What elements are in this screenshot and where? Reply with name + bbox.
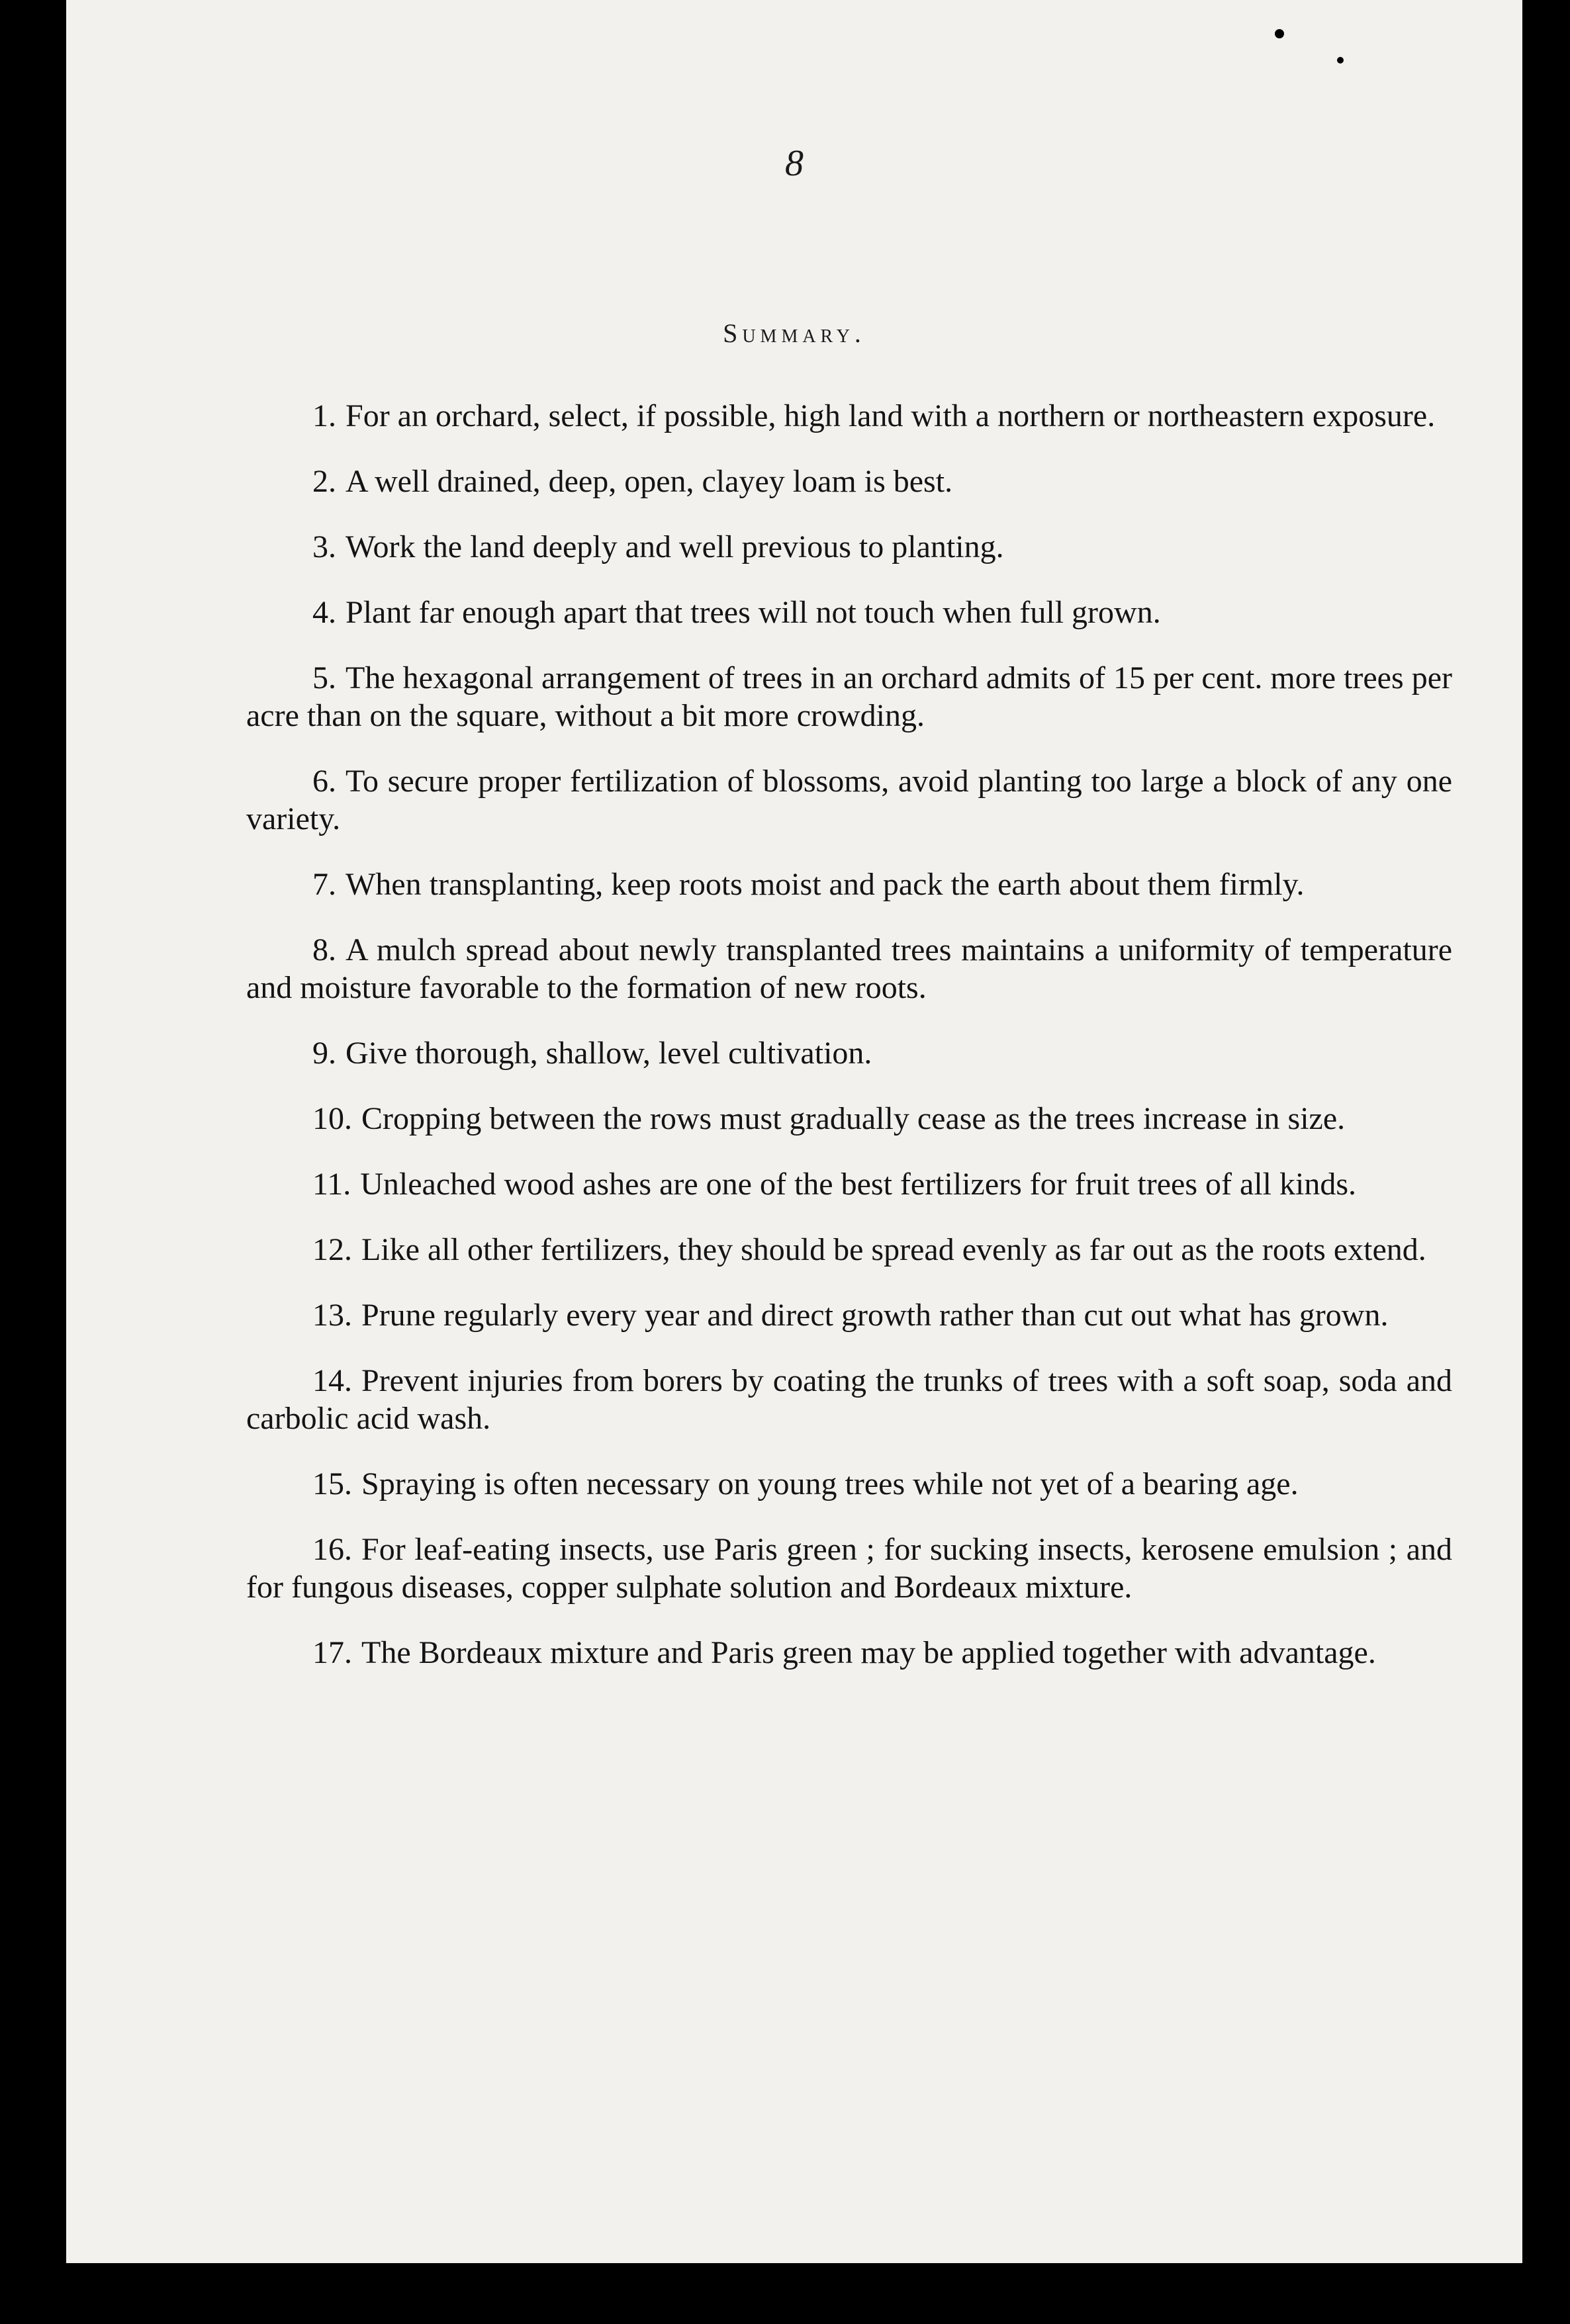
summary-item-10: [246, 1100, 1452, 1138]
summary-item-13: [246, 1296, 1452, 1334]
document-page: [66, 0, 1522, 2263]
summary-item-4: [246, 594, 1452, 631]
item-text: Prevent injuries from borers by coating the trunks of trees with a soft soap, soda and carbolic acid wash.: [246, 1363, 1452, 1436]
item-text: The Bordeaux mixture and Paris green may be applied together with advantage.: [361, 1635, 1376, 1670]
item-text: Plant far enough apart that trees will not touch when full grown.: [346, 595, 1161, 630]
ink-speck: [1337, 57, 1344, 64]
item-text: Spraying is often necessary on young trees while not yet of a bearing age.: [361, 1466, 1299, 1501]
item-text: Like all other fertilizers, they should be spread evenly as far out as the roots extend.: [361, 1232, 1426, 1267]
summary-item-7: [246, 866, 1452, 903]
item-text: A mulch spread about newly transplanted trees maintains a uniformity of temperature and moisture favorable to the formation of new roots.: [246, 932, 1452, 1005]
item-text: Prune regularly every year and direct growth rather than cut out what has grown.: [361, 1298, 1389, 1333]
summary-list: [246, 397, 1452, 1699]
item-number: 15.: [312, 1466, 352, 1501]
item-number: 5.: [312, 660, 336, 695]
item-text: Unleached wood ashes are one of the best fertilizers for fruit trees of all kinds.: [360, 1167, 1356, 1202]
summary-item-8: [246, 931, 1452, 1006]
item-number: 10.: [312, 1101, 352, 1136]
summary-item-1: [246, 397, 1452, 435]
summary-item-12: [246, 1231, 1452, 1269]
summary-item-15: [246, 1465, 1452, 1503]
item-number: 4.: [312, 595, 336, 630]
summary-item-9: [246, 1034, 1452, 1072]
item-text: To secure proper fertilization of blossoms, avoid planting too large a block of any one variety.: [246, 764, 1452, 836]
item-number: 13.: [312, 1298, 352, 1333]
summary-item-11: [246, 1165, 1452, 1203]
item-number: 1.: [312, 398, 336, 433]
item-number: 9.: [312, 1036, 336, 1071]
item-text: When transplanting, keep roots moist and pack the earth about them firmly.: [346, 867, 1305, 902]
item-number: 11.: [312, 1167, 351, 1202]
item-text: The hexagonal arrangement of trees in an orchard admits of 15 per cent. more trees per acre than on the square, without a bit more crowding.: [246, 660, 1452, 733]
summary-item-3: [246, 528, 1452, 566]
item-number: 6.: [312, 764, 336, 799]
item-number: 7.: [312, 867, 336, 902]
ink-speck: [1275, 29, 1284, 38]
summary-item-14: [246, 1362, 1452, 1437]
item-text: A well drained, deep, open, clayey loam is best.: [346, 464, 953, 499]
summary-item-5: [246, 659, 1452, 735]
item-number: 16.: [312, 1532, 352, 1567]
item-number: 3.: [312, 529, 336, 564]
item-text: For leaf-eating insects, use Paris green ; for sucking insects, kerosene emulsion ; and for fungous diseases, copper sulphate solution and Bordeaux mixture.: [246, 1532, 1452, 1605]
item-text: Work the land deeply and well previous to planting.: [346, 529, 1004, 564]
item-number: 12.: [312, 1232, 352, 1267]
summary-item-6: [246, 762, 1452, 838]
item-number: 17.: [312, 1635, 352, 1670]
item-number: 2.: [312, 464, 336, 499]
page-number: 8: [785, 143, 804, 184]
section-heading: Summary.: [723, 318, 866, 348]
item-text: Cropping between the rows must gradually cease as the trees increase in size.: [361, 1101, 1346, 1136]
item-number: 14.: [312, 1363, 352, 1398]
summary-item-2: [246, 463, 1452, 500]
summary-item-17: [246, 1634, 1452, 1672]
item-number: 8.: [312, 932, 336, 967]
item-text: For an orchard, select, if possible, high land with a northern or northeastern exposure.: [346, 398, 1436, 433]
summary-item-16: [246, 1531, 1452, 1606]
item-text: Give thorough, shallow, level cultivation.: [346, 1036, 872, 1071]
